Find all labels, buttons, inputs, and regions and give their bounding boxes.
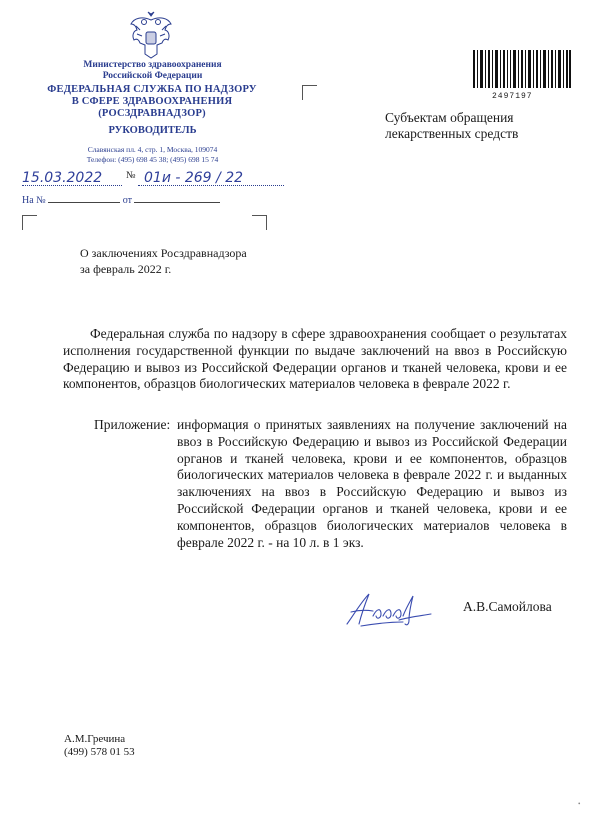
address-line: Славянская пл. 4, стр. 1, Москва, 109074 xyxy=(87,145,218,154)
subject-block xyxy=(80,245,280,277)
from-label: от xyxy=(122,195,132,206)
service-line: В СФЕРЕ ЗДРАВООХРАНЕНИЯ xyxy=(71,96,233,107)
subject-line: О заключениях Росздравнадзора xyxy=(80,246,247,260)
corner-bracket xyxy=(22,215,37,230)
service-line: ФЕДЕРАЛЬНАЯ СЛУЖБА ПО НАДЗОРУ xyxy=(47,84,257,95)
page-mark: • xyxy=(578,800,581,808)
signer-name: А.В.Самойлова xyxy=(463,599,552,614)
corner-bracket xyxy=(252,215,267,230)
executor-name: А.М.Гречина xyxy=(64,733,126,745)
ministry-line: Российской Федерации xyxy=(102,71,203,81)
date-underline xyxy=(22,185,122,186)
subject-line: за февраль 2022 г. xyxy=(80,262,172,276)
head-title: РУКОВОДИТЕЛЬ xyxy=(108,125,197,136)
registration-number: 01и - 269 / 22 xyxy=(144,170,244,186)
recipient-block xyxy=(385,110,555,142)
recipient-line: лекарственных средств xyxy=(385,126,519,141)
appendix-label: Приложение: xyxy=(94,417,171,432)
registration-date: 15.03.2022 xyxy=(22,170,103,186)
corner-bracket xyxy=(302,85,317,100)
barcode-number: 2497197 xyxy=(492,92,533,101)
appendix-text: информация о принятых заявлениях на получение заключений на ввоз в Российскую Федерацию и вывоз из Российской Федерации органов и тканей человека, крови и ее компонентов, образцов биологических материалов человека в феврале 2022 г. и выданных заключениях на ввоз в Российскую Федерацию и вывоз из Российской Федерации органов и тканей человека, крови и ее компонентов, образцов биологических материалов человека в феврале 2022 г. - на 10 л. в 1 экз. xyxy=(177,417,567,550)
barcode-icon xyxy=(473,50,571,88)
address-block xyxy=(60,145,245,165)
service-name xyxy=(22,84,282,120)
reference-line xyxy=(22,193,262,206)
body-paragraph: Федеральная служба по надзору в сфере здравоохранения сообщает о результатах исполнения государственной функции по выдаче заключений на ввоз в Российскую Федерацию и вывоз из Российской Федерации органов и тканей человека, крови и ее компонентов, образцов биологических материалов человека в феврале 2022 г. xyxy=(63,326,567,392)
service-line: (РОСЗДРАВНАДЗОР) xyxy=(98,108,206,119)
handwritten-signature xyxy=(343,586,443,628)
registration-line xyxy=(22,170,284,188)
recipient-line: Субъектам обращения xyxy=(385,110,514,125)
ministry-name xyxy=(60,60,245,82)
ref-label: На № xyxy=(22,195,46,206)
ref-date-field xyxy=(134,193,220,203)
address-line: Телефон: (495) 698 45 38; (495) 698 15 74 xyxy=(86,155,219,164)
number-underline xyxy=(138,185,284,186)
coat-of-arms-emblem xyxy=(128,10,174,60)
ministry-line: Министерство здравоохранения xyxy=(83,60,222,70)
executor-block xyxy=(64,733,135,759)
executor-phone: (499) 578 01 53 xyxy=(64,746,135,758)
number-label: № xyxy=(126,170,136,181)
ref-number-field xyxy=(48,193,120,203)
